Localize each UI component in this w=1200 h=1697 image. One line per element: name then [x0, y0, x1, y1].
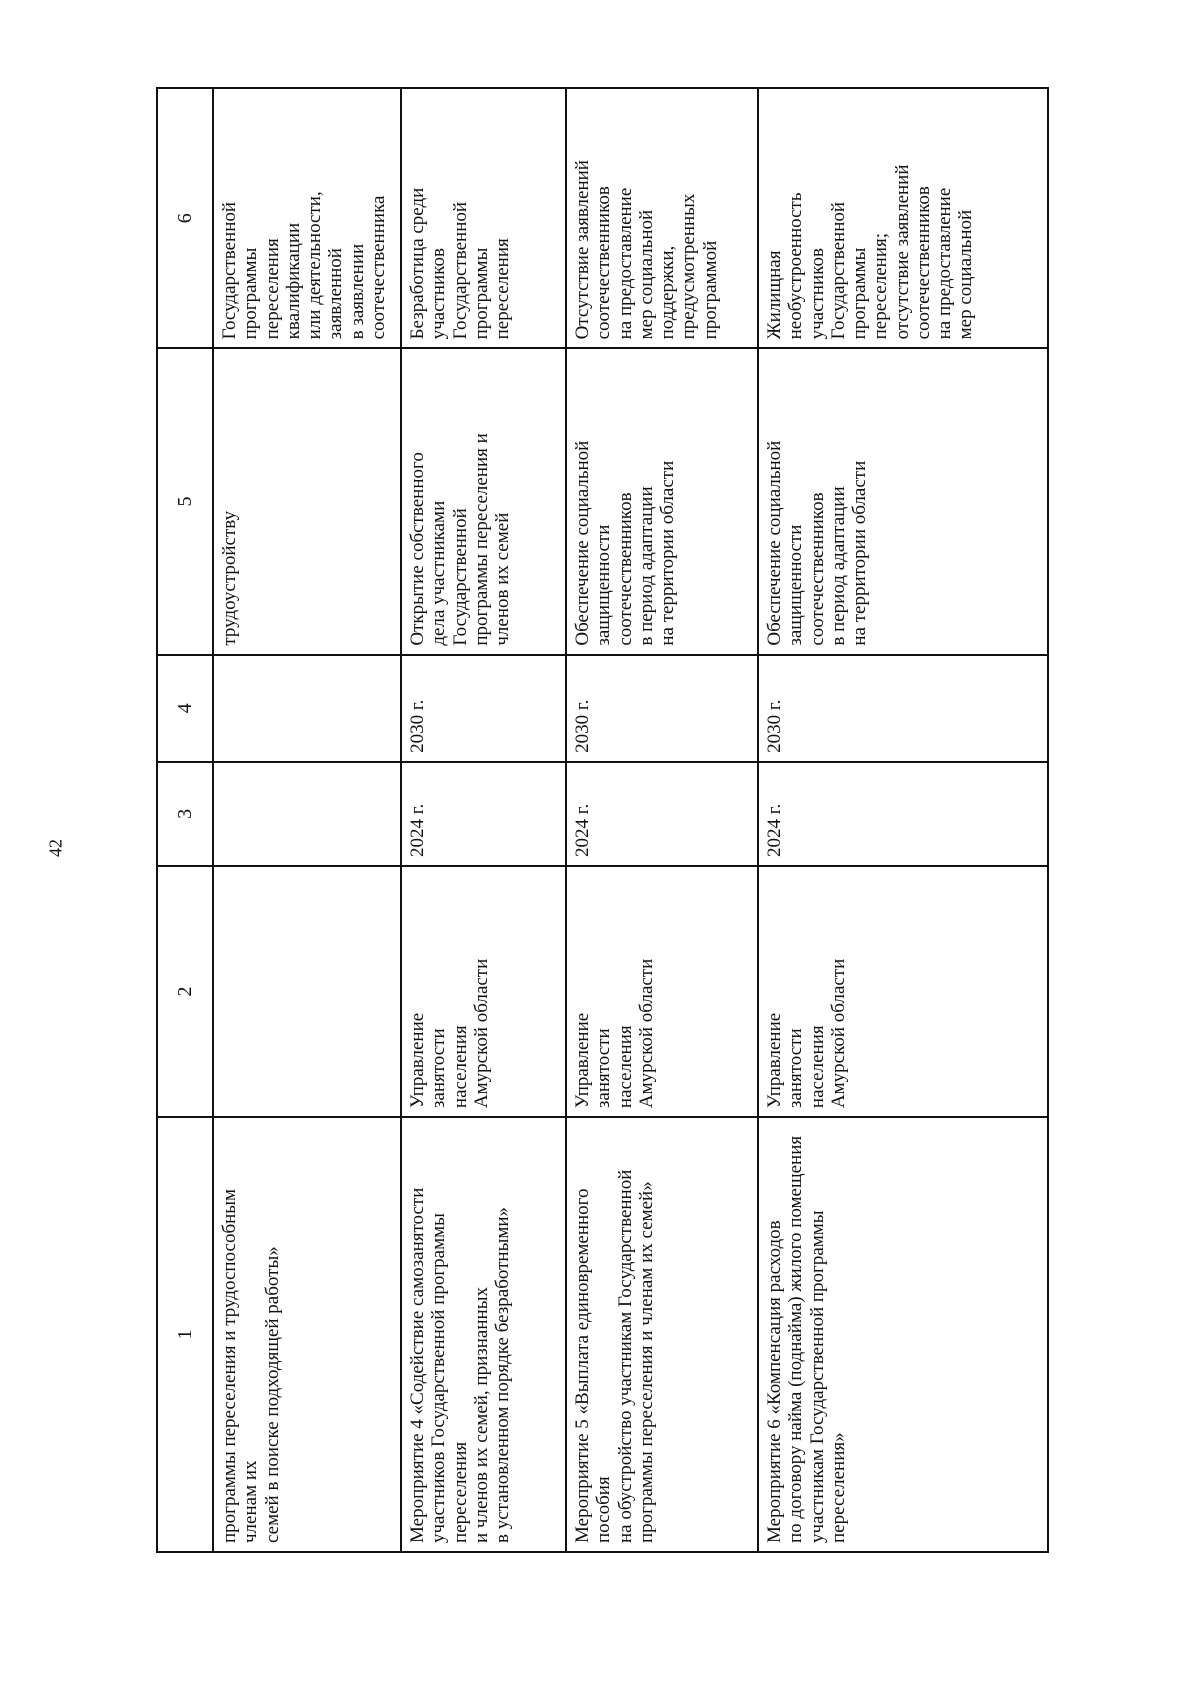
- executor-cell: Управление занятости населения Амурской области: [758, 866, 1048, 1117]
- start-year-cell: 2024 г.: [566, 762, 758, 866]
- risk-cell: Государственной программы переселения квалификации или деятельности, заявленной в заявлении соотечественника: [213, 88, 401, 348]
- risk-cell: Безработица среди участников Государственной программы переселения: [401, 88, 566, 348]
- measure-cell: Мероприятие 4 «Содействие самозанятости участников Государственной программы переселения и членов их семей, признанных в установленном порядке безработными»: [401, 1117, 566, 1552]
- expected-result-cell: Обеспечение социальной защищенности соотечественников в период адаптации на территории области: [566, 348, 758, 654]
- end-year-cell: 2030 г.: [758, 655, 1048, 762]
- risk-cell: Жилищная необустроенность участников Государственной программы переселения; отсутствие заявлений соотечественников на предоставление мер социальной: [758, 88, 1048, 348]
- end-year-cell: 2030 г.: [566, 655, 758, 762]
- expected-result-cell: трудоустройству: [213, 348, 401, 654]
- expected-result-cell: Обеспечение социальной защищенности соотечественников в период адаптации на территории области: [758, 348, 1048, 654]
- table-header-row: [157, 88, 213, 1552]
- start-year-cell: [213, 762, 401, 866]
- table-row: [758, 88, 1048, 1552]
- table-row: [213, 88, 401, 1552]
- column-header-6: 6: [157, 88, 213, 348]
- expected-result-cell: Открытие собственного дела участниками Государственной программы переселения и членов их семей: [401, 348, 566, 654]
- column-header-5: 5: [157, 348, 213, 654]
- measure-cell: программы переселения и трудоспособным членам их семей в поиске подходящей работы»: [213, 1117, 401, 1552]
- measure-cell: Мероприятие 6 «Компенсация расходов по договору найма (поднайма) жилого помещения участникам Государственной программы переселения»: [758, 1117, 1048, 1552]
- executor-cell: [213, 866, 401, 1117]
- column-header-2: 2: [157, 866, 213, 1117]
- risk-cell: Отсутствие заявлений соотечественников на предоставление мер социальной поддержки, предусмотренных программой: [566, 88, 758, 348]
- end-year-cell: [213, 655, 401, 762]
- program-measures-table: [156, 87, 1049, 1553]
- executor-cell: Управление занятости населения Амурской области: [401, 866, 566, 1117]
- table-row: [566, 88, 758, 1552]
- start-year-cell: 2024 г.: [401, 762, 566, 866]
- page-number: 42: [45, 839, 66, 857]
- column-header-1: 1: [157, 1117, 213, 1552]
- executor-cell: Управление занятости населения Амурской области: [566, 866, 758, 1117]
- measure-cell: Мероприятие 5 «Выплата единовременного пособия на обустройство участникам Государственной программы переселения и членам их семей»: [566, 1117, 758, 1552]
- start-year-cell: 2024 г.: [758, 762, 1048, 866]
- column-header-4: 4: [157, 655, 213, 762]
- table-row: [401, 88, 566, 1552]
- column-header-3: 3: [157, 762, 213, 866]
- end-year-cell: 2030 г.: [401, 655, 566, 762]
- rotated-table-container: [156, 87, 1034, 1553]
